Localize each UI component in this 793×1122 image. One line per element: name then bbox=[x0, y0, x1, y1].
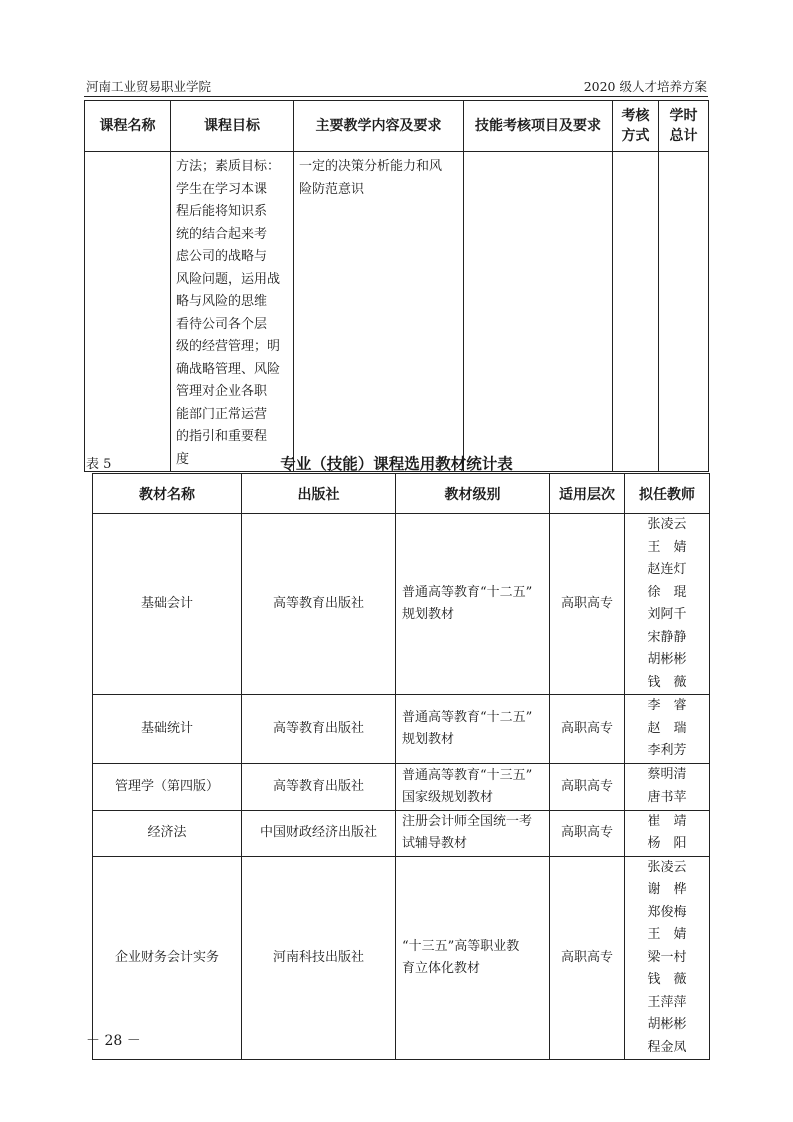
teaching-content-text bbox=[294, 152, 463, 201]
teacher-name: 赵连灯 bbox=[647, 562, 687, 577]
applicable-tier: 高职高专 bbox=[550, 514, 625, 695]
textbook-table-header bbox=[93, 474, 710, 514]
course-goal-cell bbox=[171, 152, 294, 472]
teacher-name: 宋静静 bbox=[647, 629, 687, 645]
col-course-goal bbox=[171, 101, 294, 152]
col-publisher: 出版社 bbox=[242, 474, 396, 514]
textbook-row bbox=[93, 514, 710, 695]
col-applicable-tier: 适用层次 bbox=[550, 474, 625, 514]
teacher-name: 李利芳 bbox=[647, 743, 687, 758]
col-assessment-method bbox=[613, 101, 659, 152]
goal-line: 统的结合起来考 bbox=[176, 226, 268, 242]
teacher-name: 张凌云 bbox=[647, 859, 687, 875]
textbook-row bbox=[93, 856, 710, 1060]
goal-line: 确战略管理、风险 bbox=[176, 361, 281, 377]
col-teaching-content bbox=[294, 101, 464, 152]
teacher-name: 杨 阳 bbox=[647, 836, 687, 851]
teacher-name: 王 婧 bbox=[647, 539, 687, 555]
textbook-level-line: 普通高等教育“十三五” bbox=[402, 767, 533, 783]
goal-line: 方法；素质目标： bbox=[176, 159, 281, 174]
textbook-level-line: 规划教材 bbox=[402, 731, 455, 747]
goal-line: 程后能将知识系 bbox=[176, 204, 268, 219]
textbook-level bbox=[396, 514, 550, 695]
teacher-name: 钱 薇 bbox=[647, 972, 687, 987]
textbook-level bbox=[396, 856, 550, 1060]
textbook-level bbox=[396, 810, 550, 856]
textbook-name: 管理学（第四版） bbox=[93, 763, 242, 810]
teacher-name: 郑俊梅 bbox=[647, 904, 687, 920]
textbook-level-line: 育立体化教材 bbox=[402, 960, 481, 976]
publisher: 高等教育出版社 bbox=[242, 763, 396, 810]
table-title: 专业（技能）课程选用教材统计表 bbox=[280, 455, 513, 473]
applicable-tier: 高职高专 bbox=[550, 695, 625, 764]
course-table-header bbox=[85, 101, 709, 152]
course-name-cell bbox=[85, 152, 171, 472]
textbook-name: 企业财务会计实务 bbox=[93, 856, 242, 1060]
col-assessment-method-line2: 方式 bbox=[621, 128, 650, 144]
textbook-level-line: 规划教材 bbox=[402, 607, 455, 622]
teacher-name: 梁一村 bbox=[647, 949, 687, 965]
goal-line: 管理对企业各职 bbox=[176, 384, 268, 399]
teacher-name: 胡彬彬 bbox=[647, 652, 687, 667]
col-total-hours-line2: 总计 bbox=[669, 128, 698, 144]
col-course-goal-label: 课程目标 bbox=[204, 118, 260, 134]
course-row bbox=[85, 152, 709, 472]
publisher: 高等教育出版社 bbox=[242, 514, 396, 695]
teachers bbox=[625, 695, 710, 764]
teacher-name: 蔡明清 bbox=[647, 767, 687, 782]
teacher-name: 王萍萍 bbox=[647, 994, 687, 1010]
col-total-hours-line1: 学时 bbox=[669, 108, 698, 124]
col-course-name-label: 课程名称 bbox=[99, 118, 156, 134]
header-institution: 河南工业贸易职业学院 bbox=[86, 79, 212, 94]
teacher-name: 赵 瑞 bbox=[647, 720, 687, 736]
textbook-name: 经济法 bbox=[93, 810, 242, 856]
course-goal-text bbox=[171, 152, 293, 471]
teacher-name: 李 睿 bbox=[647, 698, 687, 713]
textbook-level-line: 注册会计师全国统一考 bbox=[402, 814, 533, 829]
applicable-tier: 高职高专 bbox=[550, 810, 625, 856]
page-number: － 28 － bbox=[86, 1033, 141, 1049]
textbook-level-line: 国家级规划教材 bbox=[402, 789, 494, 805]
course-table bbox=[84, 100, 709, 472]
goal-line: 虑公司的战略与 bbox=[176, 249, 268, 264]
col-course-name bbox=[85, 101, 171, 152]
col-skill-assessment bbox=[464, 101, 613, 152]
applicable-tier: 高职高专 bbox=[550, 856, 625, 1060]
teacher-name: 王 婧 bbox=[647, 927, 687, 942]
textbook-level bbox=[396, 695, 550, 764]
skill-assessment-cell bbox=[464, 152, 613, 472]
publisher: 河南科技出版社 bbox=[242, 856, 396, 1060]
goal-line: 略与风险的思维 bbox=[176, 294, 268, 309]
teachers bbox=[625, 763, 710, 810]
textbook-level-line: 普通高等教育“十二五” bbox=[402, 585, 533, 600]
col-textbook-name: 教材名称 bbox=[93, 474, 242, 514]
teacher-name: 张凌云 bbox=[647, 517, 687, 532]
textbook-row bbox=[93, 695, 710, 764]
content-line: 一定的决策分析能力和风 bbox=[299, 159, 443, 174]
goal-line: 的指引和重要程 bbox=[176, 429, 268, 444]
textbook-level-line: “十三五”高等职业教 bbox=[402, 938, 520, 954]
textbook-table bbox=[92, 473, 710, 1060]
textbook-name: 基础会计 bbox=[93, 514, 242, 695]
applicable-tier: 高职高专 bbox=[550, 763, 625, 810]
goal-line: 学生在学习本课 bbox=[176, 181, 268, 197]
textbook-name: 基础统计 bbox=[93, 695, 242, 764]
col-skill-assessment-label: 技能考核项目及要求 bbox=[475, 118, 601, 134]
col-textbook-level: 教材级别 bbox=[396, 474, 550, 514]
teachers bbox=[625, 810, 710, 856]
header-divider bbox=[84, 96, 708, 97]
goal-line: 风险问题，运用战 bbox=[176, 271, 281, 287]
content-line: 险防范意识 bbox=[299, 181, 365, 197]
teachers bbox=[625, 514, 710, 695]
publisher: 中国财政经济出版社 bbox=[242, 810, 396, 856]
teacher-name: 程金凤 bbox=[647, 1039, 687, 1055]
teacher-name: 徐 琨 bbox=[647, 584, 687, 600]
teacher-name: 崔 靖 bbox=[647, 813, 687, 829]
col-teaching-content-label: 主要教学内容及要求 bbox=[315, 118, 442, 134]
goal-line: 度 bbox=[176, 451, 190, 467]
col-teachers: 拟任教师 bbox=[625, 474, 710, 514]
teacher-name: 胡彬彬 bbox=[647, 1017, 687, 1032]
assessment-method-cell bbox=[613, 152, 659, 472]
goal-line: 级的经营管理；明 bbox=[176, 339, 281, 354]
col-assessment-method-line1: 考核 bbox=[621, 108, 650, 124]
teacher-name: 钱 薇 bbox=[647, 674, 687, 690]
total-hours-cell bbox=[659, 152, 709, 472]
textbook-level-line: 普通高等教育“十二五” bbox=[402, 709, 533, 725]
textbook-level-line: 试辅导教材 bbox=[402, 836, 468, 851]
header-plan: 2020 级人才培养方案 bbox=[583, 79, 707, 94]
teacher-name: 唐书苹 bbox=[647, 789, 687, 805]
textbook-level bbox=[396, 763, 550, 810]
teaching-content-cell bbox=[294, 152, 464, 472]
goal-line: 能部门正常运营 bbox=[176, 406, 268, 422]
goal-line: 看待公司各个层 bbox=[176, 316, 268, 332]
textbook-row bbox=[93, 763, 710, 810]
textbook-row bbox=[93, 810, 710, 856]
table-label: 表 5 bbox=[86, 457, 112, 472]
teacher-name: 刘阿千 bbox=[647, 607, 687, 622]
col-total-hours bbox=[659, 101, 709, 152]
publisher: 高等教育出版社 bbox=[242, 695, 396, 764]
teacher-name: 谢 桦 bbox=[647, 882, 687, 897]
teachers bbox=[625, 856, 710, 1060]
